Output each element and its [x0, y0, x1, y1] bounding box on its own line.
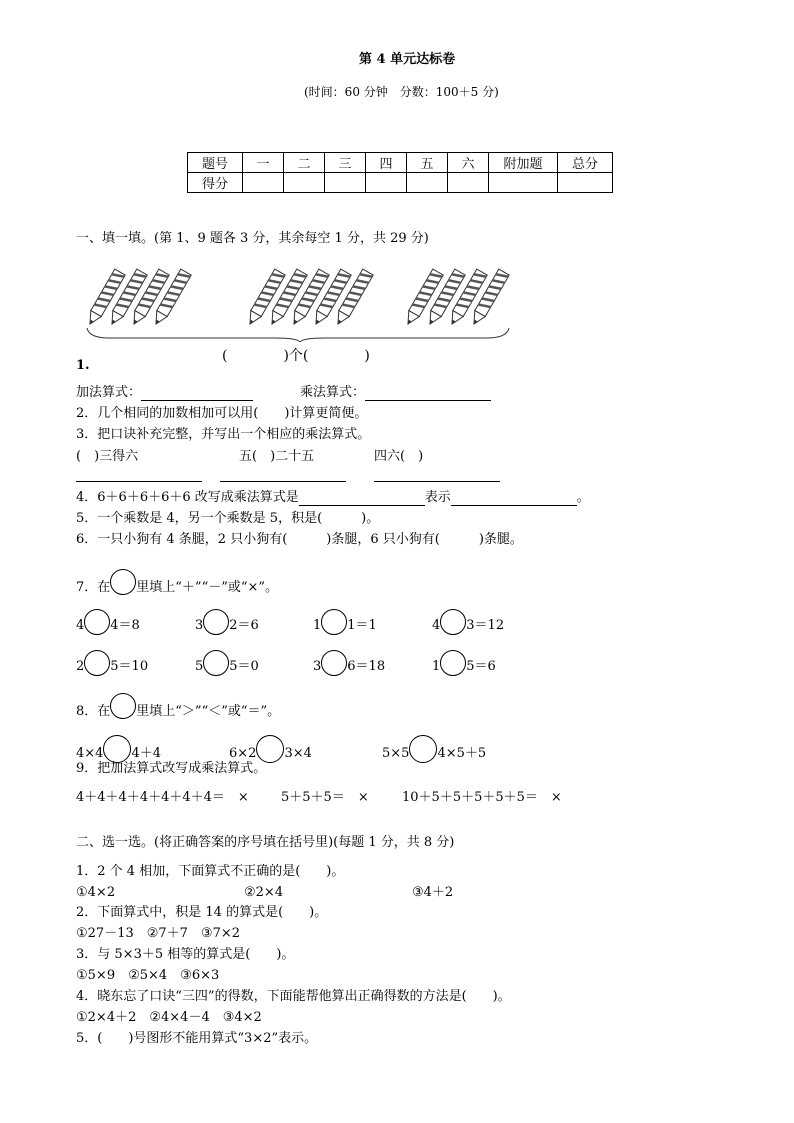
q4-answer-line-2[interactable] — [451, 491, 577, 506]
table-cell: 四 — [366, 153, 407, 173]
q7-item: 4 4＝8 — [76, 609, 140, 635]
q3-a-answer-line[interactable] — [76, 467, 202, 482]
circle-icon — [110, 569, 136, 595]
q3-a: ( )三得六 — [76, 449, 139, 464]
table-cell: 得分 — [188, 173, 243, 193]
q8 — [76, 693, 280, 720]
score-input-cell[interactable] — [448, 173, 489, 193]
s2-q1: 1．2 个 4 相加，下面算式不正确的是( )。 — [76, 864, 345, 879]
q2: 2．几个相同的加数相加可以用( )计算更简便。 — [76, 406, 368, 421]
q5: 5．一个乘数是 4，另一个乘数是 5，积是( )。 — [76, 511, 380, 526]
q8-text-b: 里填上“＞”“＜”或“＝”。 — [136, 704, 281, 719]
q7-item: 3 2＝6 — [195, 609, 259, 635]
q3-b-answer-line[interactable] — [220, 467, 346, 482]
answer-circle[interactable] — [256, 735, 284, 763]
q3-b: 五( )二十五 — [239, 449, 315, 464]
s2-q2: 2．下面算式中，积是 14 的算式是( )。 — [76, 905, 328, 920]
q8-item: 5×5 4×5＋5 — [382, 735, 486, 763]
q7-item: 1 5＝6 — [432, 650, 496, 676]
table-cell: 总分 — [558, 153, 613, 173]
s2-q3: 3．与 5×3＋5 相等的算式是( )。 — [76, 947, 295, 962]
q1-mul-row — [300, 385, 491, 401]
q7-text-b: 里填上“＋”“－”或“×”。 — [136, 580, 279, 595]
pencil-group-1 — [85, 269, 191, 327]
score-input-cell[interactable] — [366, 173, 407, 193]
s2-q4-options[interactable]: ①2×4＋2 ②4×4－4 ③4×2 — [76, 1010, 262, 1025]
q9-item[interactable]: 10＋5＋5＋5＋5＋5＝ × — [402, 790, 562, 805]
score-input-cell[interactable] — [489, 173, 558, 193]
pencils-figure — [85, 262, 515, 342]
score-input-cell[interactable] — [243, 173, 284, 193]
score-table-score-row — [188, 173, 613, 193]
q1-number: 1. — [76, 358, 90, 373]
score-input-cell[interactable] — [558, 173, 613, 193]
q6: 6．一只小狗有 4 条腿，2 只小狗有( )条腿，6 只小狗有( )条腿。 — [76, 532, 523, 547]
answer-circle[interactable] — [203, 609, 229, 635]
q4-answer-line-1[interactable] — [299, 491, 425, 506]
answer-circle[interactable] — [321, 650, 347, 676]
q7-item: 5 5＝0 — [195, 650, 259, 676]
circle-icon — [110, 693, 136, 719]
table-cell: 六 — [448, 153, 489, 173]
q4 — [76, 490, 590, 506]
answer-circle[interactable] — [440, 650, 466, 676]
table-cell: 附加题 — [489, 153, 558, 173]
table-cell: 二 — [284, 153, 325, 173]
q8-text-a: 8．在 — [76, 704, 111, 719]
q4-text-c: 。 — [576, 490, 590, 505]
answer-circle[interactable] — [440, 609, 466, 635]
q7-item: 4 3＝12 — [432, 609, 504, 635]
pencil-group-3 — [403, 269, 509, 327]
q3-c-answer-line[interactable] — [374, 467, 500, 482]
section2-heading: 二、选一选。(将正确答案的序号填在括号里)(每题 1 分，共 8 分) — [76, 835, 455, 850]
s2-q1-option[interactable]: ②2×4 — [244, 885, 284, 900]
q7-item: 3 6＝18 — [313, 650, 385, 676]
score-input-cell[interactable] — [407, 173, 448, 193]
add-answer-line[interactable] — [141, 386, 253, 401]
q7-item: 2 5＝10 — [76, 650, 148, 676]
q3-c: 四六( ) — [374, 449, 424, 464]
q7 — [76, 569, 278, 596]
answer-circle[interactable] — [203, 650, 229, 676]
q8-item: 6×2 3×4 — [229, 735, 312, 763]
mul-answer-line[interactable] — [365, 386, 491, 401]
s2-q4: 4．晓东忘了口诀“三四”的得数，下面能帮他算出正确得数的方法是( )。 — [76, 989, 511, 1004]
q7-item: 1 1＝1 — [313, 609, 377, 635]
answer-circle[interactable] — [321, 609, 347, 635]
q8-item: 4×4 4＋4 — [76, 735, 161, 763]
q9-item[interactable]: 5＋5＋5＝ × — [281, 790, 369, 805]
q7-text-a: 7．在 — [76, 580, 111, 595]
answer-circle[interactable] — [84, 609, 110, 635]
q1-blank[interactable]: ( )个( ) — [222, 348, 370, 364]
table-cell: 题号 — [188, 153, 243, 173]
table-cell: 五 — [407, 153, 448, 173]
table-cell: 三 — [325, 153, 366, 173]
mul-label: 乘法算式： — [300, 385, 366, 400]
section1-heading: 一、填一填。(第 1、9 题各 3 分，其余每空 1 分，共 29 分) — [76, 231, 429, 246]
s2-q3-options[interactable]: ①5×9 ②5×4 ③6×3 — [76, 968, 220, 983]
score-input-cell[interactable] — [284, 173, 325, 193]
q4-text-b: 表示 — [424, 490, 451, 505]
page-subtitle: (时间：60 分钟 分数：100＋5 分) — [304, 85, 499, 99]
pencil-group-2 — [245, 269, 373, 327]
page-title: 第 4 单元达标卷 — [359, 52, 456, 67]
q3: 3．把口诀补充完整，并写出一个相应的乘法算式。 — [76, 427, 371, 442]
score-input-cell[interactable] — [325, 173, 366, 193]
s2-q1-option[interactable]: ③4＋2 — [412, 885, 454, 900]
q9: 9．把加法算式改写成乘法算式。 — [76, 761, 267, 776]
s2-q2-options[interactable]: ①27－13 ②7＋7 ③7×2 — [76, 926, 241, 941]
score-table-header-row — [188, 153, 613, 173]
score-table — [187, 152, 613, 193]
answer-circle[interactable] — [409, 735, 437, 763]
q4-text-a: 4．6＋6＋6＋6＋6 改写成乘法算式是 — [76, 490, 299, 505]
s2-q1-option[interactable]: ①4×2 — [76, 885, 116, 900]
table-cell: 一 — [243, 153, 284, 173]
q1-add-row — [76, 385, 253, 401]
add-label: 加法算式： — [76, 385, 142, 400]
answer-circle[interactable] — [84, 650, 110, 676]
answer-circle[interactable] — [103, 735, 131, 763]
s2-q5: 5．( )号图形不能用算式“3×2”表示。 — [76, 1031, 318, 1046]
q9-item[interactable]: 4＋4＋4＋4＋4＋4＋4＝ × — [76, 790, 249, 805]
